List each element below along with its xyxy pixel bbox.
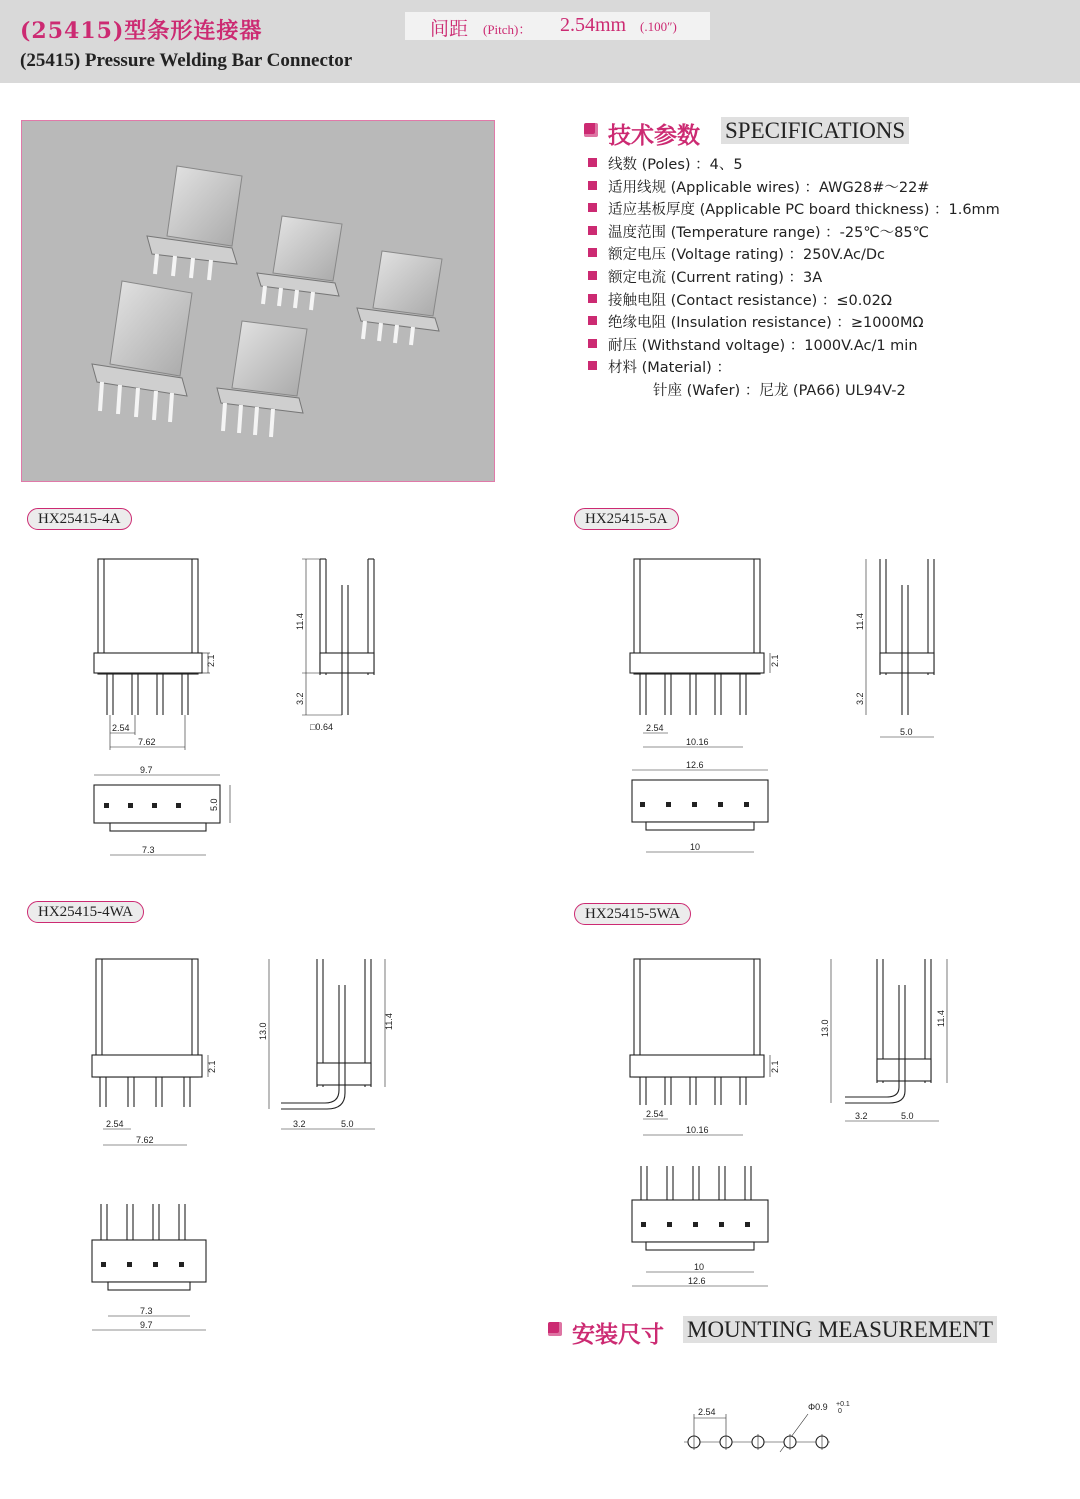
spec-text: 耐压 (Withstand voltage) ：1000V.Ac/1 min [608,337,918,354]
dim-label: 10 [690,842,701,852]
dim-label: 5.0 [901,1111,914,1121]
bullet-icon [588,294,597,303]
dim-label: 2.54 [112,723,130,733]
drawing-5wa-bottom [628,1160,788,1300]
spec-text: 接触电阻 (Contact resistance) ：≤0.02Ω [608,292,892,309]
drawing-5a-front [628,555,828,755]
mounting-heading [548,1316,1068,1348]
drawing-5wa-front [628,955,828,1155]
dim-label: 12.6 [686,760,704,770]
spec-text: 绝缘电阻 (Insulation resistance) ：≥1000MΩ [608,315,924,332]
spec-row [588,176,1068,199]
model-label-5wa: HX25415-5WA [574,903,691,925]
dim-label: 11.4 [855,613,865,630]
pitch-label-en: (Pitch)： [483,22,532,37]
spec-text: 适用线规 (Applicable wires) ：AWG28#～22# [608,179,930,196]
dim-label: 2.1 [206,654,216,667]
bullet-icon [588,203,597,212]
dim-label: 2.54 [646,1109,664,1119]
dim-label: 7.3 [140,1306,153,1316]
bullet-icon [588,339,597,348]
spec-text: 温度范围 (Temperature range) ：-25℃～85℃ [608,224,929,241]
pitch-box [405,12,710,40]
dim-label: 9.7 [140,765,153,775]
drawing-5wa-side [815,955,965,1145]
dim-label: 2.1 [770,1060,780,1073]
dim-label: 2.1 [770,654,780,667]
spec-row [588,334,1068,357]
pitch-inch: (.100″) [640,19,677,34]
heading-square-icon [584,123,598,137]
dim-label: 2.54 [106,1119,124,1129]
drawing-4a-side [290,555,390,745]
bullet-icon [588,226,597,235]
dim-label: +0.1 [836,1401,850,1408]
drawing-5a-side [850,555,950,745]
dim-label: 2.54 [698,1407,716,1417]
dim-label: 11.4 [295,613,305,630]
drawing-4wa-bottom [88,1200,248,1340]
specs-list [588,153,1068,402]
dim-label: 10.16 [686,1125,709,1135]
spec-row-sub [588,379,1068,402]
model-label-4a: HX25415-4A [27,508,132,530]
model-label-5a: HX25415-5A [574,508,679,530]
spec-text: 适应基板厚度 (Applicable PC board thickness) ：1.6mm [608,202,1000,219]
pitch-label-cn: 间距 [430,19,469,40]
dim-label: 3.2 [855,692,865,705]
bullet-icon [588,248,597,257]
spec-row [588,153,1068,176]
spec-row [588,198,1068,221]
title-en: (25415) Pressure Welding Bar Connector [20,50,353,71]
dim-label: 13.0 [258,1022,268,1040]
mounting-heading-cn: 安装尺寸 [572,1322,664,1348]
dim-label: 10 [694,1262,705,1272]
dim-label: 3.2 [295,692,305,705]
spec-text: 针座 (Wafer) ：尼龙 (PA66) UL94V-2 [653,382,906,399]
dim-label: 5.0 [341,1119,354,1129]
drawing-4a-bottom [90,765,250,865]
spec-row [588,266,1068,289]
specs-heading-cn: 技术参数 [608,123,700,149]
bullet-icon [588,271,597,280]
specs-heading [584,117,1074,149]
dim-label: 2.1 [207,1060,217,1073]
dim-label: 7.62 [136,1135,154,1145]
dim-label: 9.7 [140,1320,153,1330]
spec-row [588,356,1068,379]
connector-illustration [22,121,494,481]
mounting-heading-en: MOUNTING MEASUREMENT [683,1316,997,1343]
spec-text: 材料 (Material) ： [608,360,731,377]
header-bar [0,0,1080,83]
spec-text: 额定电压 (Voltage rating) ：250V.Ac/Dc [608,247,885,264]
drawing-5a-bottom [628,760,788,860]
dim-label: 2.54 [646,723,664,733]
model-label-4wa: HX25415-4WA [27,901,144,923]
dim-label: □0.64 [310,722,333,732]
bullet-icon [588,181,597,190]
bullet-icon [588,361,597,370]
spec-text: 线数 (Poles) ：4、5 [608,157,743,173]
spec-row [588,221,1068,244]
spec-row [588,289,1068,312]
drawing-4a-front [90,555,290,755]
spec-row [588,311,1068,334]
spec-text: 额定电流 (Current rating) ：3A [608,269,823,286]
dim-label: 12.6 [688,1276,706,1286]
bullet-icon [588,158,597,167]
dim-label: 3.2 [293,1119,306,1129]
dim-label: 11.4 [936,1010,946,1027]
spec-row [588,243,1068,266]
dim-label: 3.2 [855,1111,868,1121]
dim-label: 10.16 [686,737,709,747]
dim-label: 0 [838,1408,842,1415]
drawing-4wa-side [255,955,405,1145]
product-photo [21,120,495,482]
specs-heading-en: SPECIFICATIONS [721,117,909,144]
title-cn: (25415)型条形连接器 [20,18,263,44]
dim-label: Φ0.9 [808,1402,828,1412]
pitch-value: 2.54mm [560,14,627,36]
dim-label: 5.0 [900,727,913,737]
dim-label: 7.3 [142,845,155,855]
bullet-icon [588,316,597,325]
dim-label: 13.0 [820,1019,830,1037]
heading-square-icon [548,1322,562,1336]
dim-label: 5.0 [209,798,219,811]
dim-label: 11.4 [384,1013,394,1030]
mounting-hole-drawing [680,1398,880,1468]
dim-label: 7.62 [138,737,156,747]
